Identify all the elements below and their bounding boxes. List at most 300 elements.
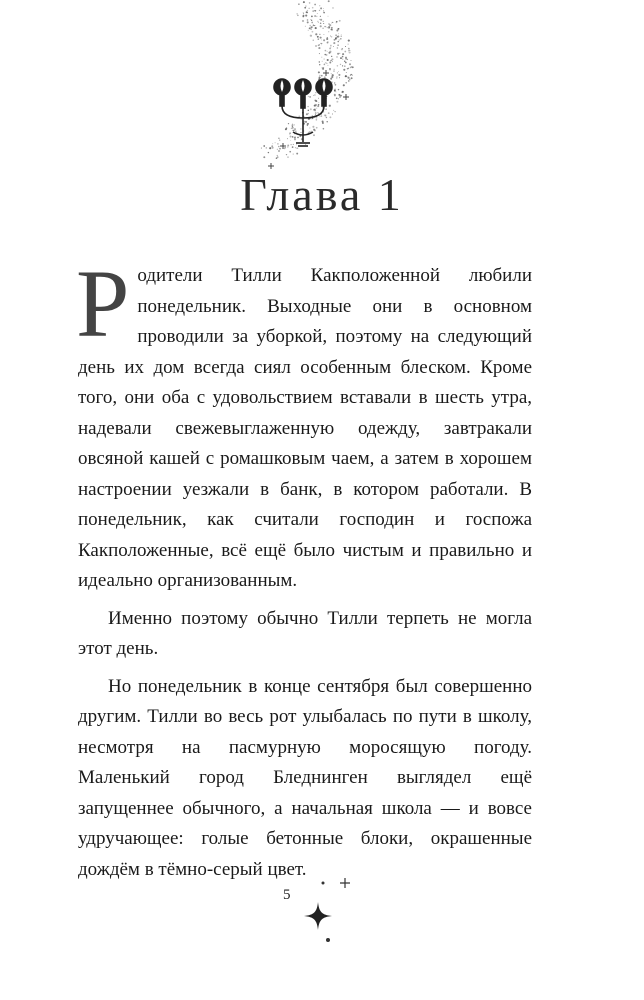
sparkle-dot bbox=[318, 47, 320, 49]
sparkle-dot bbox=[338, 71, 339, 72]
sparkle-dot bbox=[287, 144, 289, 146]
sparkle-dot bbox=[321, 43, 322, 44]
sparkle-dot bbox=[318, 102, 319, 103]
sparkle-dot bbox=[313, 40, 314, 41]
sparkle-dot bbox=[331, 73, 332, 74]
sparkle-dot bbox=[333, 110, 334, 111]
sparkle-dot bbox=[293, 144, 294, 145]
sparkle-dot bbox=[322, 67, 323, 68]
sparkle-dot bbox=[307, 123, 309, 125]
sparkle-dot bbox=[336, 77, 337, 78]
sparkle-dot bbox=[326, 121, 327, 122]
sparkle-dot bbox=[340, 64, 341, 65]
body-text bbox=[76, 250, 532, 885]
sparkle-dot bbox=[269, 147, 271, 149]
sparkle-dot bbox=[314, 4, 316, 6]
sparkle-dot bbox=[306, 11, 308, 13]
sparkle-dot bbox=[339, 53, 340, 54]
sparkle-dot bbox=[341, 34, 342, 35]
sparkle-dot bbox=[314, 100, 316, 102]
sparkle-dot bbox=[331, 56, 332, 57]
sparkle-dot bbox=[337, 36, 339, 38]
sparkle-dot bbox=[338, 98, 339, 99]
sparkle-dot bbox=[308, 30, 309, 31]
sparkle-dot bbox=[319, 53, 320, 54]
sparkle-dot bbox=[310, 108, 312, 110]
sparkle-dot bbox=[334, 39, 336, 41]
sparkle-dot bbox=[291, 124, 293, 126]
sparkle-dot bbox=[301, 119, 302, 120]
sparkle-dot bbox=[350, 67, 352, 69]
sparkle-dot bbox=[338, 74, 340, 76]
sparkle-dot bbox=[332, 74, 334, 76]
paragraph-3: Но понедельник в конце сентября был совершенно другим. Тилли во весь рот улыбалась по пути в школу, несмотря на пасмурную моросящую погоду. Маленький город Бледнинген выглядел ещё запущеннее обычного, а начальная школа — и вовсе удручающее: голые бетонные блоки, окрашенные дождём в тёмно-серый цвет. bbox=[78, 675, 532, 880]
sparkle-dot bbox=[308, 96, 309, 97]
sparkle-dot bbox=[290, 136, 292, 138]
sparkle-dot bbox=[296, 144, 297, 145]
sparkle-dot bbox=[315, 92, 316, 93]
sparkle-dot bbox=[308, 110, 309, 111]
chapter-title: Глава 1 bbox=[240, 169, 404, 220]
sparkle-dot bbox=[312, 31, 314, 33]
sparkle-dot bbox=[345, 62, 347, 64]
sparkle-dot bbox=[334, 94, 336, 96]
sparkle-dot bbox=[319, 61, 320, 62]
sparkle-dot bbox=[336, 29, 338, 31]
sparkle-dot bbox=[329, 68, 331, 70]
sparkle-dot bbox=[333, 46, 334, 47]
paragraph-2: Именно поэтому обычно Тилли терпеть не могла этот день. bbox=[78, 607, 532, 659]
sparkle-dot bbox=[316, 117, 318, 119]
sparkle-dot bbox=[298, 3, 300, 5]
sparkle-dot bbox=[347, 76, 348, 77]
sparkle-dot bbox=[339, 77, 340, 78]
sparkle-dot bbox=[322, 27, 324, 29]
sparkle-dot bbox=[311, 16, 313, 18]
sparkle-dot bbox=[328, 0, 330, 2]
sparkle-dot bbox=[319, 75, 320, 76]
sparkle-dot bbox=[327, 42, 329, 44]
sparkle-dot bbox=[341, 48, 343, 50]
sparkle-dot bbox=[329, 62, 331, 64]
sparkle-dot bbox=[315, 45, 317, 47]
sparkle-dot bbox=[341, 36, 342, 37]
sparkle-dot bbox=[314, 94, 316, 96]
sparkle-dot bbox=[348, 48, 349, 49]
sparkle-dot bbox=[315, 112, 317, 114]
sparkle-dot bbox=[312, 7, 314, 9]
sparkle-dot bbox=[288, 123, 289, 124]
sparkle-dot bbox=[330, 60, 331, 61]
sparkle-dot bbox=[287, 138, 288, 139]
sparkle-dot bbox=[338, 33, 339, 34]
sparkle-dot bbox=[333, 42, 335, 44]
sparkle-dot bbox=[321, 57, 322, 58]
sparkle-dot bbox=[319, 5, 320, 6]
sparkle-dot bbox=[297, 137, 299, 139]
sparkle-dot bbox=[322, 120, 324, 122]
sparkle-dot bbox=[329, 105, 331, 107]
sparkle-dot bbox=[307, 19, 309, 21]
sparkle-dot bbox=[320, 115, 322, 117]
sparkle-dot bbox=[322, 61, 323, 62]
sparkle-dot bbox=[305, 144, 306, 145]
sparkle-dot bbox=[268, 152, 269, 153]
sparkle-dot bbox=[307, 10, 309, 12]
sparkle-dot bbox=[290, 144, 291, 145]
sparkle-dot bbox=[336, 91, 337, 92]
sparkle-dot bbox=[336, 101, 338, 103]
sparkle-dot bbox=[296, 153, 298, 155]
sparkle-dot bbox=[324, 63, 325, 64]
sparkle-dot bbox=[315, 110, 316, 111]
sparkle-dot bbox=[340, 95, 342, 97]
sparkle-dot bbox=[295, 147, 296, 148]
sparkle-dot bbox=[338, 41, 339, 42]
sparkle-dot bbox=[309, 8, 310, 9]
sparkle-dot bbox=[317, 112, 318, 113]
sparkle-dot bbox=[342, 56, 344, 58]
sparkle-dot bbox=[311, 20, 312, 21]
sparkle-dot bbox=[333, 70, 335, 72]
sparkle-dot bbox=[324, 26, 325, 27]
sparkle-dot bbox=[292, 136, 294, 138]
sparkle-dot bbox=[344, 65, 346, 67]
sparkle-dot bbox=[324, 115, 325, 116]
sparkle-dot bbox=[338, 94, 340, 96]
sparkle-dot bbox=[330, 45, 331, 46]
sparkle-dot bbox=[329, 116, 331, 118]
paragraph-1 bbox=[76, 250, 532, 597]
sparkle-dot bbox=[294, 124, 295, 125]
sparkle-dot bbox=[289, 151, 291, 153]
sparkle-dot bbox=[286, 154, 287, 155]
sparkle-dot bbox=[321, 75, 323, 77]
sparkle-dot bbox=[285, 147, 286, 148]
sparkle-dot bbox=[263, 156, 265, 158]
sparkle-dot bbox=[324, 76, 326, 78]
sparkle-dot bbox=[334, 111, 335, 112]
sparkle-dot bbox=[317, 105, 319, 107]
sparkle-dot bbox=[337, 72, 338, 73]
sparkle-dot bbox=[292, 146, 294, 148]
sparkle-dot bbox=[318, 22, 319, 23]
sparkle-dot bbox=[328, 112, 330, 114]
sparkle-dot bbox=[319, 34, 320, 35]
sparkle-dot bbox=[337, 76, 338, 77]
sparkle-dot bbox=[317, 21, 318, 22]
sparkle-star-icon bbox=[290, 860, 370, 960]
sparkle-dot bbox=[349, 51, 351, 53]
sparkle-dot bbox=[319, 116, 320, 117]
sparkle-dot bbox=[304, 121, 305, 122]
sparkle-dot bbox=[336, 22, 337, 23]
sparkle-dot bbox=[312, 126, 314, 128]
sparkle-dot bbox=[350, 75, 351, 76]
sparkle-dot bbox=[325, 108, 326, 109]
sparkle-dot bbox=[277, 143, 279, 145]
sparkle-dot bbox=[332, 7, 333, 8]
sparkle-dot bbox=[331, 58, 333, 60]
sparkle-dot bbox=[323, 12, 325, 14]
sparkle-dot bbox=[303, 13, 304, 14]
sparkle-dot bbox=[338, 28, 340, 30]
sparkle-dot bbox=[266, 147, 268, 149]
candelabra-icon bbox=[274, 79, 332, 146]
sparkle-dot bbox=[303, 1, 305, 3]
sparkle-dot bbox=[316, 119, 318, 121]
sparkle-dot bbox=[326, 117, 327, 118]
sparkle-dot bbox=[344, 51, 346, 53]
sparkle-dot bbox=[314, 10, 315, 11]
sparkle-dot bbox=[326, 63, 327, 64]
sparkle-dot bbox=[311, 36, 312, 37]
sparkle-dot bbox=[330, 46, 331, 47]
sparkle-dot bbox=[349, 79, 350, 80]
sparkle-dot bbox=[315, 33, 317, 35]
sparkle-dot bbox=[307, 125, 308, 126]
sparkle-dot bbox=[315, 104, 317, 106]
sparkle-dot bbox=[345, 75, 347, 77]
sparkle-dot bbox=[335, 84, 337, 86]
sparkle-dot bbox=[278, 138, 280, 140]
sparkle-dot bbox=[295, 136, 296, 137]
sparkle-dot bbox=[337, 53, 339, 55]
sparkle-dot bbox=[324, 54, 326, 56]
sparkle-dot bbox=[320, 43, 321, 44]
sparkle-dot bbox=[314, 25, 315, 26]
sparkle-dot bbox=[345, 82, 346, 83]
sparkle-dot bbox=[343, 69, 345, 71]
sparkle-dot bbox=[329, 47, 331, 49]
sparkle-dot bbox=[323, 23, 324, 24]
sparkle-dot bbox=[308, 113, 310, 115]
sparkle-dot bbox=[319, 19, 320, 20]
sparkle-dot bbox=[317, 36, 319, 38]
sparkle-dot bbox=[351, 60, 352, 61]
sparkle-dot bbox=[302, 20, 304, 22]
sparkle-dot bbox=[311, 22, 313, 24]
sparkle-dot bbox=[279, 148, 281, 150]
sparkle-dot bbox=[294, 138, 296, 140]
sparkle-dot bbox=[327, 16, 328, 17]
sparkle-dot bbox=[330, 36, 331, 37]
sparkle-dot bbox=[323, 10, 324, 11]
sparkle-dot bbox=[297, 13, 298, 14]
sparkle-dot bbox=[319, 64, 320, 65]
sparkle-dot bbox=[310, 19, 311, 20]
sparkle-dot bbox=[297, 148, 298, 149]
sparkle-dot bbox=[352, 66, 354, 68]
sparkle-dot bbox=[297, 15, 299, 17]
sparkle-dot bbox=[344, 60, 345, 61]
sparkle-dot bbox=[309, 27, 311, 29]
sparkle-dot bbox=[332, 29, 333, 30]
sparkle-dot bbox=[327, 27, 328, 28]
sparkle-dot bbox=[295, 130, 297, 132]
sparkle-dot bbox=[293, 154, 294, 155]
sparkle-dot bbox=[342, 91, 343, 92]
sparkle-dot bbox=[328, 52, 330, 54]
sparkle-dot bbox=[339, 20, 341, 22]
sparkle-dot bbox=[327, 51, 328, 52]
sparkle-dot bbox=[272, 143, 273, 144]
sparkle-dot bbox=[332, 114, 333, 115]
sparkle-dot bbox=[318, 98, 319, 99]
sparkle-dot bbox=[349, 50, 350, 51]
sparkle-dot bbox=[324, 59, 325, 60]
sparkle-dot bbox=[313, 134, 315, 136]
sparkle-dot bbox=[342, 65, 343, 66]
sparkle-dot bbox=[348, 80, 349, 81]
sparkle-dot bbox=[279, 139, 280, 140]
sparkle-dot bbox=[320, 7, 322, 9]
sparkle-dot bbox=[331, 23, 332, 24]
sparkle-dot bbox=[305, 5, 306, 6]
sparkle-dot bbox=[337, 44, 339, 46]
sparkle-dot bbox=[309, 25, 311, 27]
sparkle-dot bbox=[309, 96, 311, 98]
sparkle-dot bbox=[338, 89, 339, 90]
sparkle-dot bbox=[348, 44, 349, 45]
sparkle-dot bbox=[316, 16, 317, 17]
sparkle-dot bbox=[287, 156, 289, 158]
sparkle-dot bbox=[343, 84, 345, 86]
sparkle-dot bbox=[318, 38, 320, 40]
sparkle-dot bbox=[305, 15, 307, 17]
sparkle-dot bbox=[328, 23, 329, 24]
sparkle-dot bbox=[345, 58, 347, 60]
sparkle-dot bbox=[325, 50, 327, 52]
sparkle-dot bbox=[294, 128, 296, 130]
sparkle-dot bbox=[303, 12, 304, 13]
sparkle-dot bbox=[331, 76, 333, 78]
sparkle-dot bbox=[263, 145, 265, 147]
sparkle-dot bbox=[313, 25, 314, 26]
sparkle-dot bbox=[287, 146, 288, 147]
sparkle-dot bbox=[275, 142, 276, 143]
sparkle-dot bbox=[328, 31, 329, 32]
sparkle-dot bbox=[292, 130, 294, 132]
sparkle-dot bbox=[310, 29, 311, 30]
sparkle-dot bbox=[300, 132, 301, 133]
sparkle-dot bbox=[291, 128, 292, 129]
sparkle-dot bbox=[345, 46, 346, 47]
sparkle-dot bbox=[321, 45, 322, 46]
sparkle-dot bbox=[334, 82, 335, 83]
sparkle-dot bbox=[277, 156, 279, 158]
sparkle-dot bbox=[328, 26, 330, 28]
sparkle-dot bbox=[300, 128, 301, 129]
paragraph-1-text: одители Тилли Какположенной любили понедельник. Выходные они в основном проводили за уборкой, поэтому на следующий день их дом всегда сиял особенным блеском. Кроме того, они оба с удовольствием вставали в шесть утра, надевали свежевыглаженную одежду, завтракали овсяной кашей с ромашковым чаем, а затем в хорошем настроении уезжали в банк, в котором работали. В понедельник, как считали господин и госпожа Какположенные, всё ещё было чистым и правильно и идеально организованным. bbox=[78, 265, 532, 591]
page-number: 5 bbox=[283, 887, 291, 903]
sparkle-dot bbox=[309, 2, 311, 4]
sparkle-dot bbox=[313, 95, 314, 96]
sparkle-dot bbox=[289, 132, 291, 134]
sparkle-dot bbox=[308, 118, 309, 119]
sparkle-dot bbox=[292, 127, 294, 129]
sparkle-dot bbox=[261, 148, 262, 149]
sparkle-dot bbox=[312, 10, 314, 12]
sparkle-dot bbox=[277, 155, 278, 156]
sparkle-dot bbox=[286, 127, 288, 129]
sparkle-dot bbox=[351, 77, 353, 79]
sparkle-dot bbox=[337, 65, 339, 67]
sparkle-dot bbox=[348, 50, 349, 51]
sparkle-dot bbox=[337, 47, 338, 48]
sparkle-dot bbox=[340, 57, 342, 59]
sparkle-dot bbox=[309, 128, 310, 129]
sparkle-dot bbox=[346, 72, 347, 73]
sparkle-dot bbox=[319, 77, 321, 79]
sparkle-dot bbox=[320, 19, 322, 21]
sparkle-dot bbox=[307, 106, 308, 107]
sparkle-dot bbox=[332, 61, 333, 62]
sparkle-dot bbox=[316, 127, 318, 129]
sparkle-dot bbox=[278, 146, 280, 148]
sparkle-dot bbox=[331, 36, 332, 37]
sparkle-dot bbox=[320, 23, 322, 25]
sparkle-dot bbox=[340, 38, 342, 40]
sparkle-dot bbox=[334, 69, 335, 70]
sparkle-dot bbox=[318, 45, 320, 47]
sparkle-dot bbox=[320, 16, 321, 17]
sparkle-dot bbox=[320, 25, 322, 27]
sparkle-dot bbox=[347, 68, 348, 69]
sparkle-dot bbox=[304, 7, 306, 9]
sparkle-dot bbox=[332, 22, 333, 23]
sparkle-dot bbox=[299, 135, 300, 136]
sparkle-dot bbox=[323, 21, 324, 22]
sparkle-dot bbox=[336, 98, 338, 100]
sparkle-dot bbox=[290, 140, 291, 141]
sparkle-dot bbox=[336, 56, 337, 57]
sparkle-dot bbox=[307, 21, 309, 23]
sparkle-dot bbox=[276, 157, 278, 159]
sparkle-dot bbox=[303, 15, 305, 17]
sparkle-dot bbox=[327, 59, 329, 61]
sparkle-dot bbox=[335, 34, 337, 36]
sparkle-dot bbox=[349, 63, 351, 65]
sparkle-dot bbox=[277, 149, 278, 150]
sparkle-dot bbox=[347, 77, 349, 79]
sparkle-dot bbox=[327, 65, 328, 66]
sparkle-dot bbox=[342, 58, 343, 59]
sparkle-dot bbox=[320, 37, 322, 39]
sparkle-dot bbox=[305, 121, 307, 123]
drop-cap: Р bbox=[76, 250, 130, 357]
sparkle-dot bbox=[313, 129, 315, 131]
sparkle-dot bbox=[331, 27, 333, 29]
sparkle-dot bbox=[323, 128, 325, 130]
sparkle-dot bbox=[323, 39, 325, 41]
sparkle-dot bbox=[321, 39, 322, 40]
sparkle-dot bbox=[314, 15, 316, 17]
sparkle-dot bbox=[339, 39, 340, 40]
sparkle-dot bbox=[324, 115, 326, 117]
sparkle-dot bbox=[326, 27, 327, 28]
sparkle-dot bbox=[317, 13, 318, 14]
sparkle-dot bbox=[325, 62, 326, 63]
sparkle-dot bbox=[319, 72, 320, 73]
sparkle-dot bbox=[311, 26, 313, 28]
sparkle-dot bbox=[272, 147, 274, 149]
sparkle-dot bbox=[319, 10, 320, 11]
sparkle-dot bbox=[348, 40, 350, 42]
sparkle-dot bbox=[323, 34, 324, 35]
sparkle-dot bbox=[305, 26, 306, 27]
sparkle-dot bbox=[352, 75, 353, 76]
